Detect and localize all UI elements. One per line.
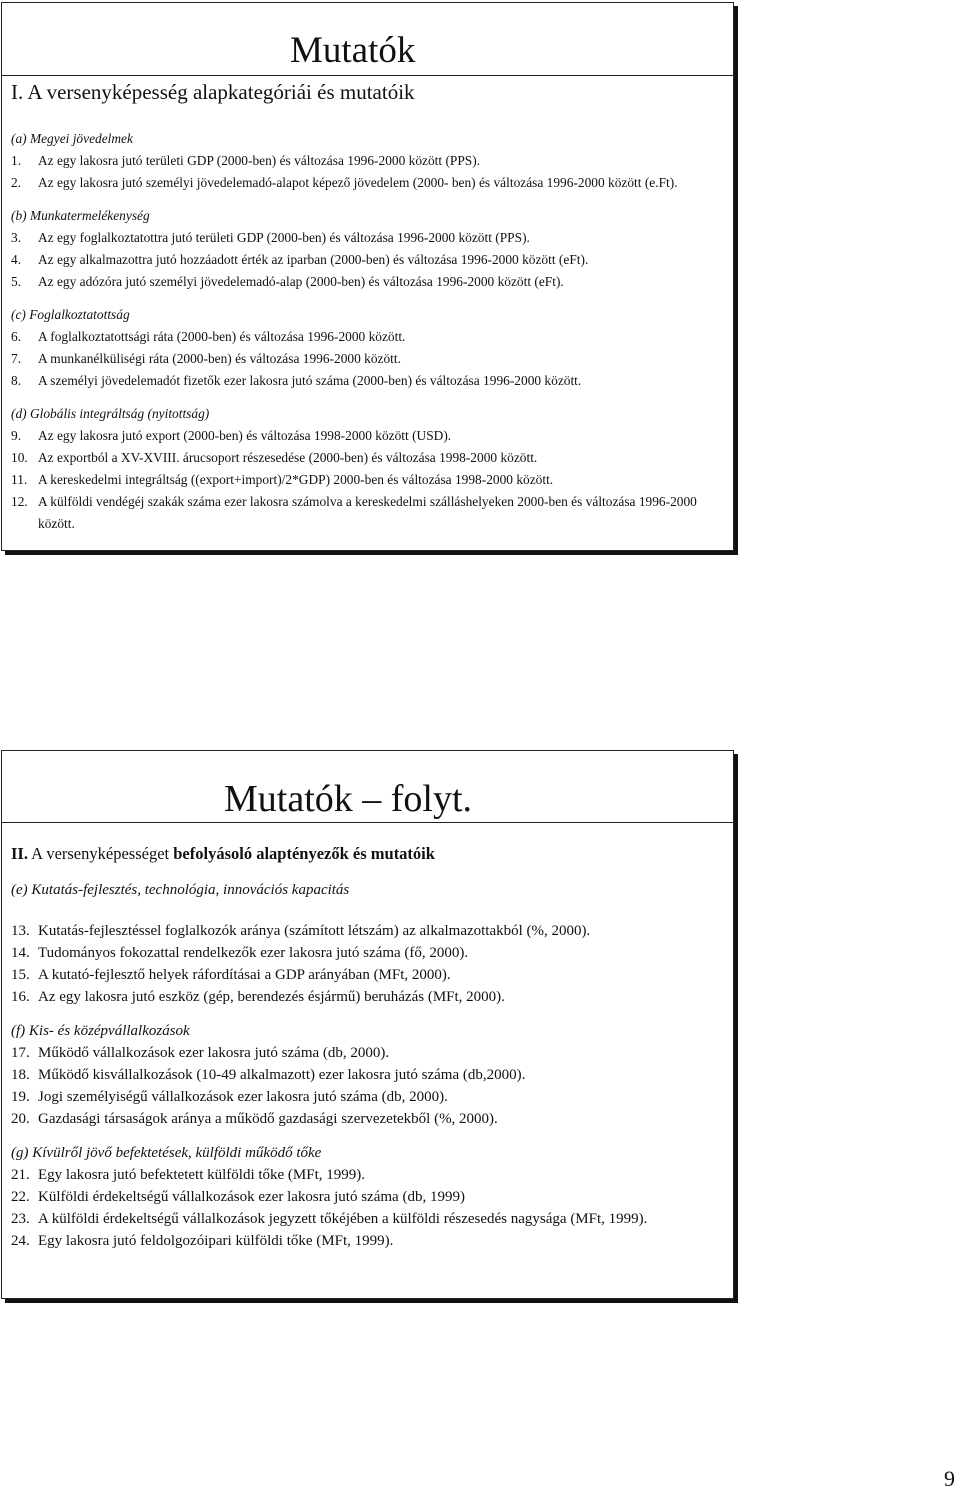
item-number: 17. xyxy=(11,1045,30,1061)
item-number: 21. xyxy=(11,1167,30,1183)
item-number: 12. xyxy=(11,494,28,509)
indicator-group-d xyxy=(11,403,725,535)
list-item xyxy=(11,249,725,271)
item-text: A kereskedelmi integráltság ((export+import)/2*GDP) 2000-ben és változása 1998-2000 között. xyxy=(38,472,554,487)
slide-mutatok xyxy=(1,2,734,551)
item-number: 16. xyxy=(11,989,30,1005)
indicator-list xyxy=(11,128,725,535)
list-item xyxy=(11,469,725,491)
group-title: (e) Kutatás-fejlesztés, technológia, innovációs kapacitás xyxy=(11,882,350,898)
item-text: Tudományos fokozattal rendelkezők ezer lakosra jutó száma (fő, 2000). xyxy=(38,945,469,961)
item-text: Egy lakosra jutó befektetett külföldi tőke (MFt, 1999). xyxy=(38,1167,366,1183)
list-item xyxy=(11,491,725,535)
item-text: Kutatás-fejlesztéssel foglalkozók aránya (számított létszám) az alkalmazottakból (%, 2000). xyxy=(38,923,591,939)
list-item xyxy=(11,1164,725,1186)
indicator-list xyxy=(11,879,725,1252)
item-number: 4. xyxy=(11,252,22,267)
list-item xyxy=(11,1208,725,1230)
indicator-group-f xyxy=(11,1020,725,1130)
item-number: 19. xyxy=(11,1089,30,1105)
item-number: 6. xyxy=(11,329,22,344)
item-text: Az egy lakosra jutó export (2000-ben) és változása 1998-2000 között (USD). xyxy=(38,428,452,443)
indicator-group-e xyxy=(11,879,725,1008)
list-item xyxy=(11,326,725,348)
slide-title: Mutatók xyxy=(290,30,416,71)
list-item xyxy=(11,964,725,986)
list-item xyxy=(11,1086,725,1108)
item-text: Egy lakosra jutó feldolgozóipari külföldi tőke (MFt, 1999). xyxy=(38,1233,394,1249)
page-number: 9 xyxy=(944,1466,955,1491)
item-text: A kutató-fejlesztő helyek ráfordításai a GDP arányában (MFt, 2000). xyxy=(38,967,451,983)
item-number: 10. xyxy=(11,450,28,465)
item-text: Az egy adózóra jutó személyi jövedelemadó-alap (2000-ben) és változása 1996-2000 között (eFt). xyxy=(38,274,564,289)
item-number: 23. xyxy=(11,1211,30,1227)
item-text: A foglalkoztatottsági ráta (2000-ben) és változása 1996-2000 között. xyxy=(38,329,406,344)
list-item xyxy=(11,986,725,1008)
item-number: 22. xyxy=(11,1189,30,1205)
item-text: Az egy alkalmazottra jutó hozzáadott érték az iparban (2000-ben) és változása 1996-2000 között (eFt). xyxy=(38,252,589,267)
item-text: Jogi személyiségű vállalkozások ezer lakosra jutó száma (db, 2000). xyxy=(38,1089,448,1105)
item-number: 11. xyxy=(11,472,28,487)
item-text: Működő vállalkozások ezer lakosra jutó száma (db, 2000). xyxy=(38,1045,390,1061)
section-heading: I. A versenyképesség alapkategóriái és mutatóik xyxy=(11,80,415,104)
group-title: (c) Foglalkoztatottság xyxy=(11,307,130,322)
list-item xyxy=(11,172,725,194)
item-number: 1. xyxy=(11,153,22,168)
list-item xyxy=(11,227,725,249)
item-text: Az exportból a XV-XVIII. árucsoport részesedése (2000-ben) és változása 1998-2000 között. xyxy=(38,450,538,465)
list-item xyxy=(11,425,725,447)
item-text: Az egy lakosra jutó személyi jövedelemadó-alapot képező jövedelem (2000- ben) és változása 1996-2000 között (e.Ft). xyxy=(38,175,678,190)
indicator-group-a xyxy=(11,128,725,194)
indicator-group-g xyxy=(11,1142,725,1252)
item-text: A külföldi vendégéj szakák száma ezer lakosra számolva a kereskedelmi szálláshelyeken 2000-ben és változása 1996-2000 között. xyxy=(38,494,697,531)
item-number: 5. xyxy=(11,274,22,289)
section-plain: A versenyképességet xyxy=(27,844,174,863)
indicator-group-b xyxy=(11,205,725,293)
item-number: 18. xyxy=(11,1067,30,1083)
item-text: A személyi jövedelemadót fizetők ezer lakosra jutó száma (2000-ben) és változása 1996-2000 között. xyxy=(38,373,582,388)
item-number: 8. xyxy=(11,373,22,388)
item-number: 7. xyxy=(11,351,22,366)
item-number: 9. xyxy=(11,428,22,443)
list-item xyxy=(11,1230,725,1252)
section-bold: befolyásoló alaptényezők és mutatóik xyxy=(173,844,435,863)
list-item xyxy=(11,920,725,942)
item-text: Külföldi érdekeltségű vállalkozások ezer lakosra jutó száma (db, 1999) xyxy=(38,1189,465,1205)
section-prefix: II. xyxy=(11,844,28,863)
item-text: A munkanélküliségi ráta (2000-ben) és változása 1996-2000 között. xyxy=(38,351,401,366)
item-text: Az egy lakosra jutó területi GDP (2000-ben) és változása 1996-2000 között (PPS). xyxy=(38,153,481,168)
item-text: Az egy lakosra jutó eszköz (gép, berendezés ésjármű) beruházás (MFt, 2000). xyxy=(38,989,505,1005)
group-title: (b) Munkatermelékenység xyxy=(11,208,150,223)
indicator-group-c xyxy=(11,304,725,392)
list-item xyxy=(11,1064,725,1086)
item-number: 24. xyxy=(11,1233,30,1249)
item-number: 20. xyxy=(11,1111,30,1127)
slide-mutatok-folyt xyxy=(1,750,734,1299)
item-number: 2. xyxy=(11,175,22,190)
list-item xyxy=(11,1108,725,1130)
group-title: (g) Kívülről jövő befektetések, külföldi működő tőke xyxy=(11,1145,322,1161)
item-text: Az egy foglalkoztatottra jutó területi GDP (2000-ben) és változása 1996-2000 között (PPS). xyxy=(38,230,530,245)
list-item xyxy=(11,348,725,370)
item-number: 14. xyxy=(11,945,30,961)
group-title: (f) Kis- és középvállalkozások xyxy=(11,1023,190,1039)
list-item xyxy=(11,1042,725,1064)
list-item xyxy=(11,942,725,964)
group-title: (a) Megyei jövedelmek xyxy=(11,131,133,146)
list-item xyxy=(11,447,725,469)
item-number: 3. xyxy=(11,230,22,245)
section-heading xyxy=(11,843,435,865)
list-item xyxy=(11,1186,725,1208)
slide-title: Mutatók – folyt. xyxy=(224,778,473,820)
item-text: Gazdasági társaságok aránya a működő gazdasági szervezetekből (%, 2000). xyxy=(38,1111,498,1127)
item-number: 15. xyxy=(11,967,30,983)
group-title: (d) Globális integráltság (nyitottság) xyxy=(11,406,210,421)
list-item xyxy=(11,370,725,392)
item-text: A külföldi érdekeltségű vállalkozások jegyzett tőkéjében a külföldi részesedés nagysága (MFt, 1999). xyxy=(38,1211,648,1227)
item-number: 13. xyxy=(11,923,30,939)
list-item xyxy=(11,271,725,293)
list-item xyxy=(11,150,725,172)
item-text: Működő kisvállalkozások (10-49 alkalmazott) ezer lakosra jutó száma (db,2000). xyxy=(38,1067,526,1083)
